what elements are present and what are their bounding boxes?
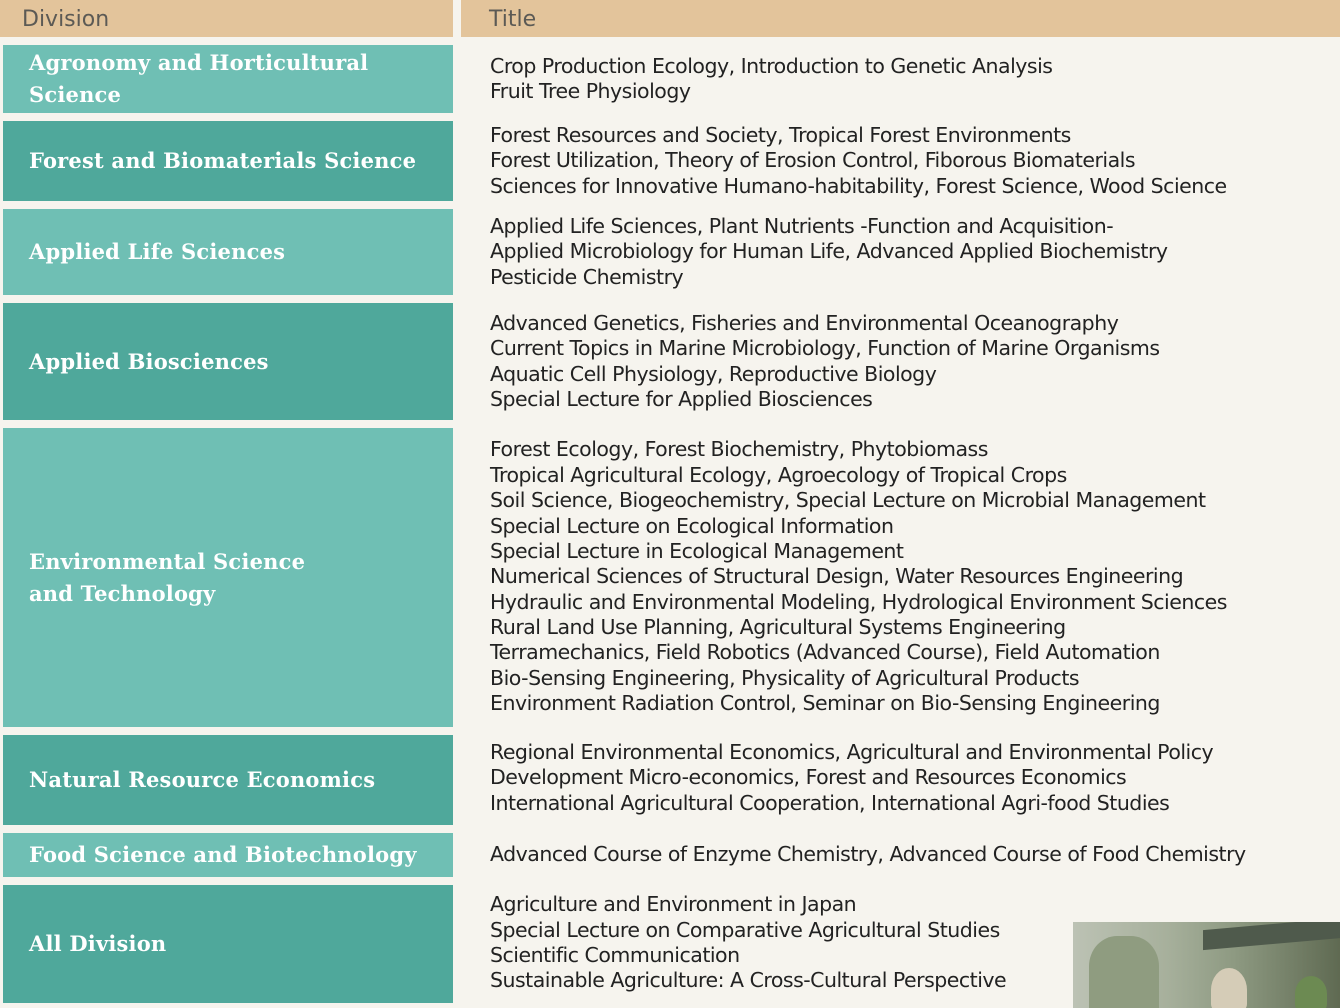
course-title-line: Regional Environmental Economics, Agricultural and Environmental Policy	[490, 739, 1214, 764]
course-title-line: Aquatic Cell Physiology, Reproductive Biology	[490, 361, 937, 386]
course-title-line: Advanced Course of Enzyme Chemistry, Advanced Course of Food Chemistry	[490, 842, 1246, 867]
division-label: Environmental Science and Technology	[29, 548, 306, 606]
title-column-header: Title	[461, 0, 1340, 37]
division-column-header: Division	[0, 0, 453, 37]
campus-photo	[1073, 922, 1340, 1008]
titles-applied-life-sciences	[490, 209, 1330, 295]
division-label: Forest and Biomaterials Science	[29, 148, 417, 173]
division-applied-biosciences	[3, 303, 453, 420]
course-title-line: Applied Microbiology for Human Life, Advanced Applied Biochemistry	[490, 239, 1168, 264]
division-label: Natural Resource Economics	[29, 767, 376, 792]
course-title-line: Sciences for Innovative Humano-habitability, Forest Science, Wood Science	[490, 173, 1227, 198]
titles-all-division	[490, 890, 1060, 996]
course-title-line: Development Micro-economics, Forest and Resources Economics	[490, 765, 1127, 790]
division-all-division	[3, 885, 453, 1003]
course-title-line: Special Lecture for Applied Biosciences	[490, 386, 873, 411]
person-shape	[1211, 968, 1247, 1008]
course-title-line: Agriculture and Environment in Japan	[490, 892, 857, 917]
course-title-line: Forest Ecology, Forest Biochemistry, Phytobiomass	[490, 437, 988, 462]
titles-natural-resource-economics	[490, 738, 1330, 818]
division-applied-life-sciences	[3, 209, 453, 295]
course-title-line: Numerical Sciences of Structural Design, Water Resources Engineering	[490, 564, 1184, 589]
course-title-line: Crop Production Ecology, Introduction to Genetic Analysis	[490, 53, 1053, 78]
course-title-line: Special Lecture in Ecological Management	[490, 538, 904, 563]
course-title-line: Special Lecture on Comparative Agricultural Studies	[490, 917, 1000, 942]
course-title-line: Hydraulic and Environmental Modeling, Hydrological Environment Sciences	[490, 589, 1227, 614]
division-label: Agronomy and Horticultural Science	[29, 50, 369, 107]
division-label: All Division	[29, 931, 167, 956]
division-label: Applied Life Sciences	[29, 239, 286, 264]
course-title-line: Bio-Sensing Engineering, Physicality of Agricultural Products	[490, 665, 1080, 690]
titles-applied-biosciences	[490, 303, 1330, 420]
course-title-line: Forest Resources and Society, Tropical Forest Environments	[490, 122, 1071, 147]
tree-shape	[1089, 936, 1159, 1008]
course-title-line: Environment Radiation Control, Seminar on Bio-Sensing Engineering	[490, 691, 1160, 716]
division-agronomy-horticultural-science	[3, 45, 453, 113]
building-roof-shape	[1203, 922, 1340, 950]
titles-forest-biomaterials-science	[490, 121, 1330, 201]
division-label: Food Science and Biotechnology	[29, 842, 417, 867]
titles-agronomy-horticultural-science	[490, 49, 1330, 109]
titles-food-science-biotechnology	[490, 833, 1330, 877]
person-shape	[1295, 976, 1327, 1008]
course-title-line: Sustainable Agriculture: A Cross-Cultural Perspective	[490, 968, 1007, 993]
course-title-line: Applied Life Sciences, Plant Nutrients -Function and Acquisition-	[490, 213, 1114, 238]
division-environmental-science-technology	[3, 428, 453, 727]
course-title-line: Scientific Communication	[490, 943, 740, 967]
course-title-line: Terramechanics, Field Robotics (Advanced Course), Field Automation	[490, 640, 1160, 665]
course-title-line: Special Lecture on Ecological Information	[490, 513, 894, 538]
course-title-line: Soil Science, Biogeochemistry, Special Lecture on Microbial Management	[490, 488, 1206, 513]
course-title-line: Fruit Tree Physiology	[490, 79, 691, 103]
division-forest-biomaterials-science	[3, 121, 453, 201]
division-label: Applied Biosciences	[29, 348, 269, 374]
course-title-line: Advanced Genetics, Fisheries and Environmental Oceanography	[490, 310, 1119, 335]
course-title-line: Pesticide Chemistry	[490, 264, 684, 289]
division-natural-resource-economics	[3, 735, 453, 825]
division-food-science-biotechnology	[3, 833, 453, 877]
course-title-line: Forest Utilization, Theory of Erosion Control, Fiborous Biomaterials	[490, 148, 1136, 173]
course-title-line: Rural Land Use Planning, Agricultural Systems Engineering	[490, 615, 1066, 640]
course-title-line: Current Topics in Marine Microbiology, Function of Marine Organisms	[490, 336, 1160, 361]
course-title-line: Tropical Agricultural Ecology, Agroecology of Tropical Crops	[490, 462, 1067, 487]
course-title-line: International Agricultural Cooperation, International Agri-food Studies	[490, 790, 1170, 815]
titles-environmental-science-technology	[490, 437, 1330, 717]
